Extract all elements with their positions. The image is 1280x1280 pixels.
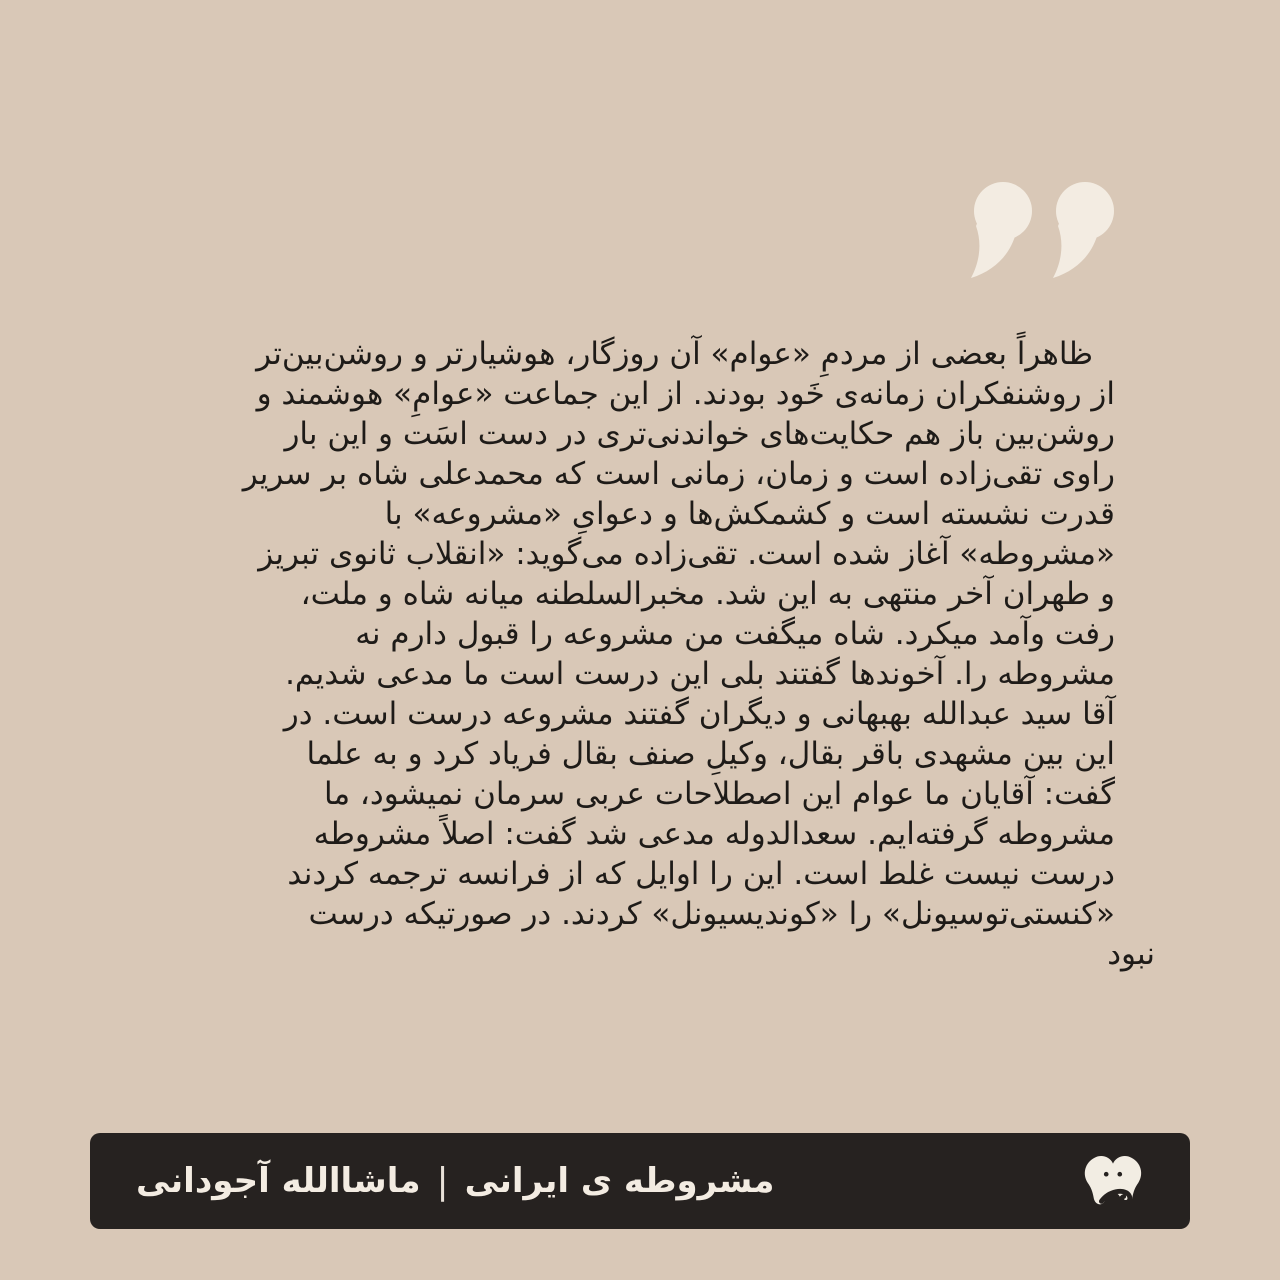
author-name: ماشاالله آجودانی [136,1161,421,1201]
quote-line: گفت: آقایان ما عوام این اصطلاحات عربی سرمان نمیشود، ما [324,776,1115,812]
quote-line: «کنستی‌توسیونل» را «کوندیسیونل» کردند. در صورتیکه درست [308,896,1115,932]
comma-right [1053,182,1114,278]
quote-line: مشروطه را. آخوندها گفتند بلی این درست است ما مدعی شدیم. [285,656,1115,692]
attribution [136,1161,774,1202]
quote-line: از روشنفکران زمانه‌ی خَود بودند. از این جماعت «عوامِ» هوشمند و [256,376,1115,412]
comma-left [971,182,1032,278]
quote-line: روشن‌بین باز هم حکایت‌های خواندنی‌تری در دست اسَت و این بار [284,416,1115,452]
elephant-icon [1082,1153,1144,1209]
quote-line: قدرت نشسته است و کشمکش‌ها و دعوایِ «مشروعه» با [384,496,1115,532]
quote-line: و طهران آخر منتهی به این شد. مخبرالسلطنه میانه شاه و ملت، [300,576,1115,612]
quote-line: رفت وآمد میکرد. شاه میگفت من مشروعه را قبول دارم نه [355,616,1115,652]
quote-mark-icon [967,178,1117,288]
quote-text [160,334,1155,974]
quote-line: ظاهراً بعضی از مردمِ «عوام» آن روزگار، هوشیارتر و روشن‌بین‌تر [256,336,1093,372]
divider: | [436,1160,449,1202]
footer-bar [90,1133,1190,1229]
quote-line: این بین مشهدی باقر بقال، وکیلِ صنف بقال فریاد کرد و به علما [306,736,1115,772]
quote-line: راوی تقی‌زاده است و زمان، زمانی است که محمدعلی شاه بر سریر [242,456,1115,492]
quote-line: آقا سید عبدالله بهبهانی و دیگران گفتند مشروعه درست است. در [283,696,1115,732]
quote-line: «مشروطه» آغاز شده است. تقی‌زاده می‌گوید: «انقلاب ثانوی تبریز [258,536,1115,572]
quote-line: مشروطه گرفته‌ایم. سعدالدوله مدعی شد گفت: اصلاً مشروطه [313,816,1115,852]
quote-line: درست نیست غلط است. این را اوایل که از فرانسه ترجمه کردند [287,856,1115,892]
book-title: مشروطه ی ایرانی [464,1161,775,1201]
quote-line: نبود [1107,936,1155,972]
